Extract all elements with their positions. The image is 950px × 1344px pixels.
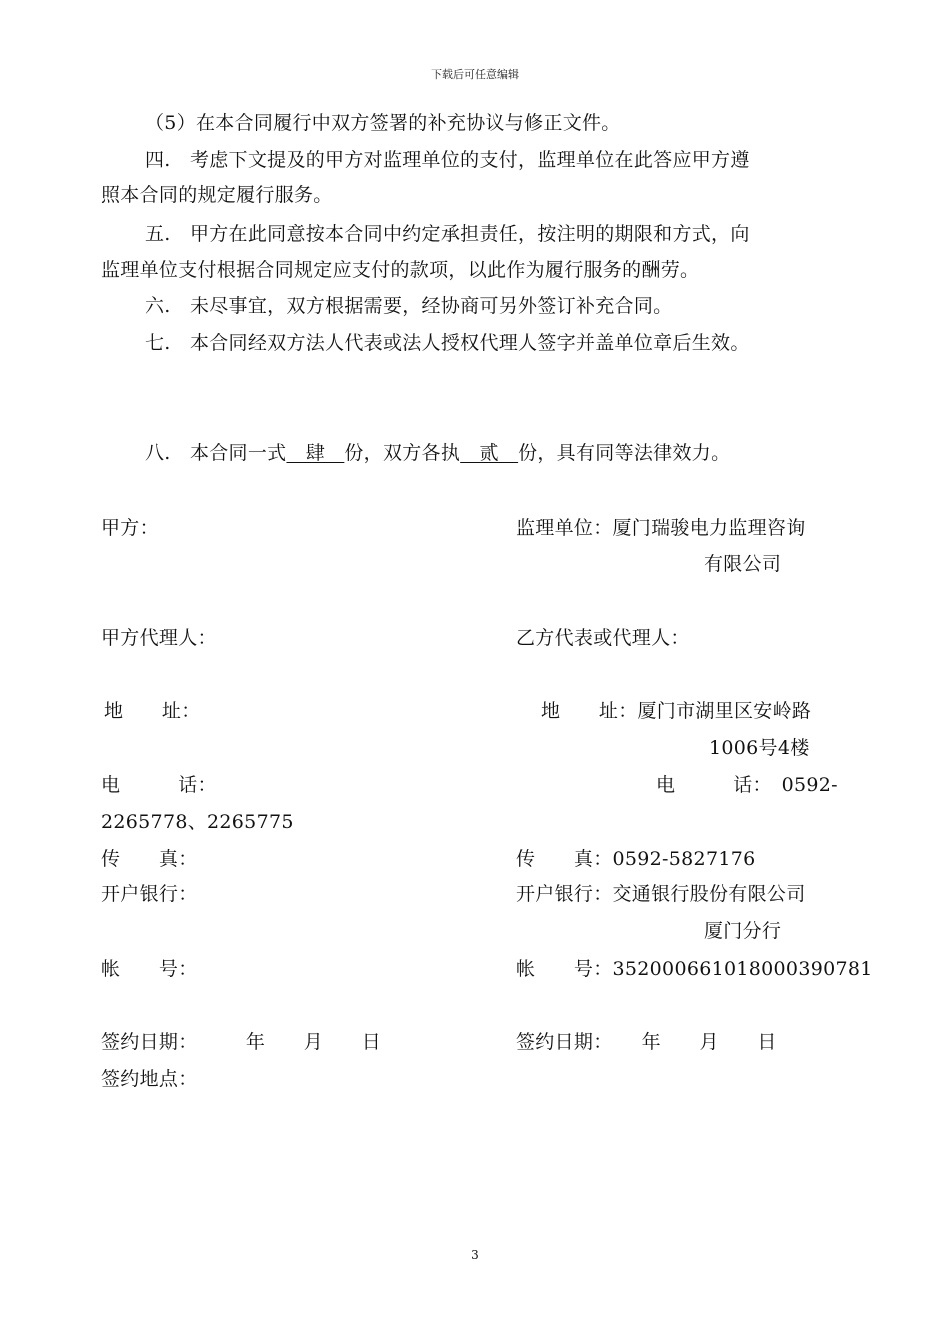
party-a-fax: 传 真： — [101, 848, 198, 870]
party-b-bank: 开户银行：交通银行股份有限公司 — [516, 883, 806, 905]
party-a-agent: 甲方代理人： — [101, 627, 217, 649]
party-b-phone: 电 话： 0592- — [656, 774, 838, 796]
clause-6: 六. 未尽事宜，双方根据需要，经协商可另外签订补充合同。 — [145, 295, 673, 317]
party-a-sign-date: 签约日期： 年 月 日 — [101, 1031, 382, 1053]
clause-4-line-2: 照本合同的规定履行服务。 — [101, 184, 333, 206]
clause-7: 七. 本合同经双方法人代表或法人授权代理人签字并盖单位章后生效。 — [145, 332, 750, 354]
party-b-bank-cont: 厦门分行 — [704, 920, 782, 942]
clause-8-part-b: 份，双方各执 — [344, 442, 461, 464]
party-b-address: 地 址：厦门市湖里区安岭路 — [541, 700, 812, 722]
party-a-bank: 开户银行： — [101, 883, 198, 905]
party-a-label: 甲方： — [101, 517, 159, 539]
clause-five-line-1: 五. 甲方在此同意按本合同中约定承担责任，按注明的期限和方式，向 — [145, 223, 750, 245]
clause-5: （5）在本合同履行中双方签署的补充协议与修正文件。 — [145, 112, 621, 134]
clause-five-line-2: 监理单位支付根据合同规定应支付的款项，以此作为履行服务的酬劳。 — [101, 259, 700, 281]
party-a-account: 帐 号： — [101, 958, 198, 980]
party-b-account: 帐 号：352000661018000390781 — [516, 958, 873, 980]
party-b-label: 监理单位：厦门瑞骏电力监理咨询 — [516, 517, 806, 539]
party-a-sign-place: 签约地点： — [101, 1068, 198, 1090]
party-b-label-cont: 有限公司 — [704, 553, 782, 575]
clause-8 — [145, 441, 730, 465]
party-b-agent: 乙方代表或代理人： — [516, 627, 690, 649]
copies-each: 贰 — [460, 442, 519, 464]
clause-8-part-a: 八. 本合同一式 — [145, 442, 287, 464]
copies-total: 肆 — [286, 442, 345, 464]
clause-8-part-c: 份，具有同等法律效力。 — [518, 442, 731, 464]
party-a-address: 地 址： — [104, 700, 201, 722]
page-number: 3 — [471, 1248, 479, 1262]
clause-4-line-1: 四. 考虑下文提及的甲方对监理单位的支付，监理单位在此答应甲方遵 — [145, 149, 750, 171]
party-b-address-cont: 1006号4楼 — [709, 737, 810, 759]
party-b-sign-date: 签约日期： 年 月 日 — [516, 1031, 777, 1053]
party-b-phone-cont: 2265778、2265775 — [101, 811, 294, 833]
party-a-phone: 电 话： — [101, 774, 217, 796]
party-b-fax: 传 真：0592-5827176 — [516, 848, 756, 870]
header-note: 下载后可任意编辑 — [431, 68, 519, 81]
